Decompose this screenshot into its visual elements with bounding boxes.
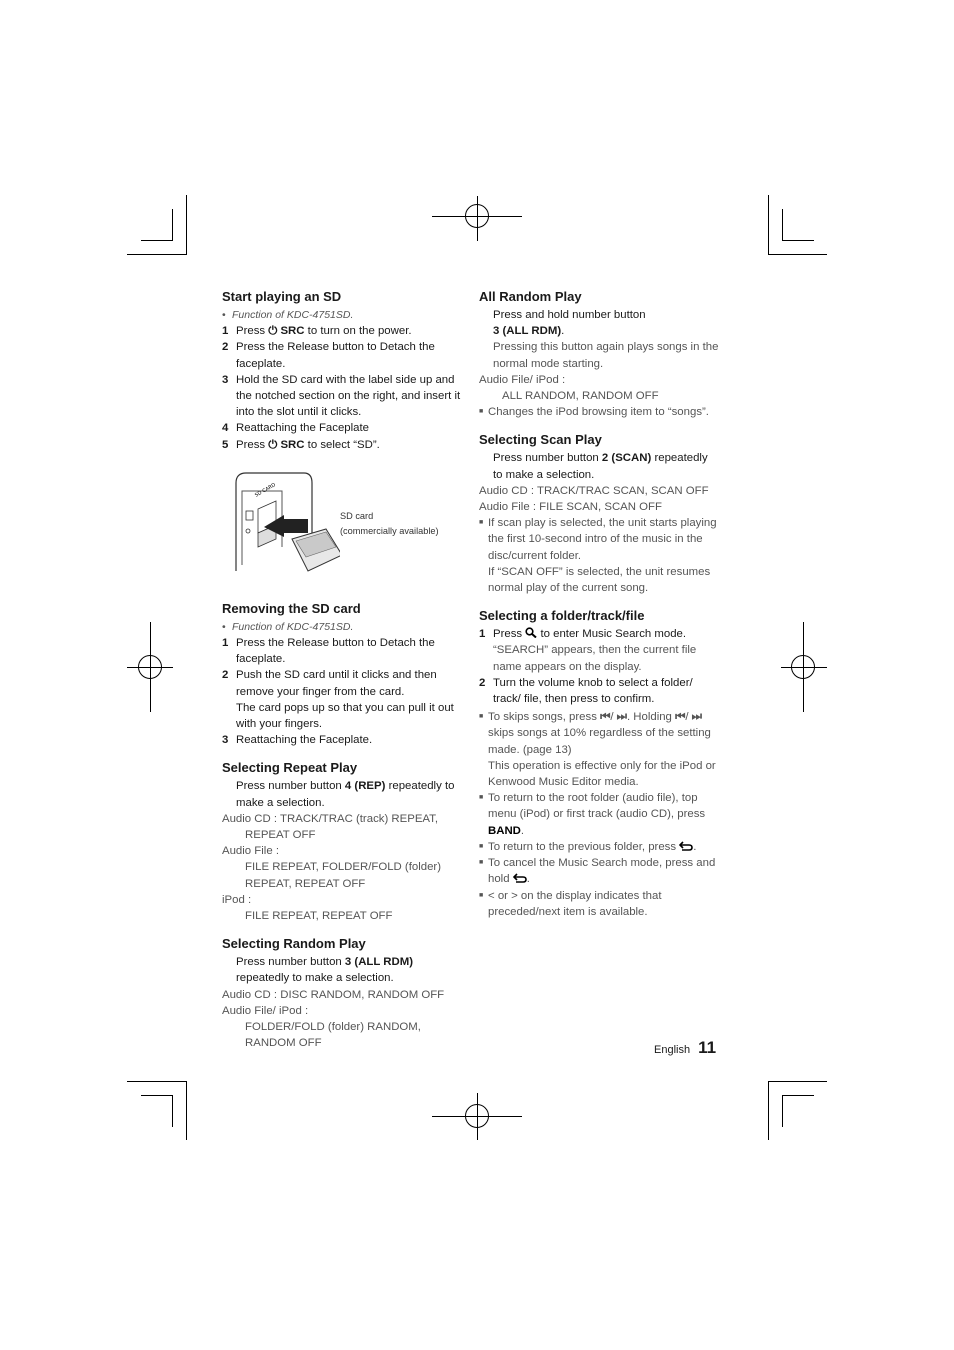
bullet-note: ■ To return to the previous folder, press .: [479, 839, 719, 855]
crop-mark: [782, 240, 814, 241]
crop-mark: [172, 209, 173, 241]
return-icon: [679, 841, 693, 851]
crop-mark: [768, 1081, 769, 1140]
previous-track-icon: ⏮: [675, 711, 686, 724]
option-line: Audio File/ iPod :: [222, 1004, 309, 1017]
sd-card-insert-figure: [222, 461, 466, 586]
crop-mark: [186, 195, 187, 255]
step-2: 2 Press the Release button to Detach the faceplate.: [222, 341, 435, 370]
step-2: 2 Push the SD card until it clicks and then remove your finger from the card. The card pops up so that you can pull it out with your fingers.: [222, 669, 454, 731]
option-line: iPod :: [222, 893, 252, 906]
option-line: FILE REPEAT, REPEAT OFF: [245, 910, 393, 923]
crop-mark: [127, 1081, 186, 1082]
bullet-note: ■ To cancel the Music Search mode, press and hold .: [479, 855, 719, 887]
section-title: Selecting Scan Play: [479, 432, 602, 448]
crop-mark: [141, 1095, 173, 1096]
step-4: 4 Reattaching the Faceplate: [222, 422, 369, 435]
crop-mark: [186, 1081, 187, 1140]
page-number: 11: [698, 1038, 717, 1057]
slot-label: SD CARD: [254, 481, 277, 499]
section-random-play: [222, 935, 466, 1051]
right-column: [479, 288, 719, 931]
function-note: • Function of KDC-4751SD.: [222, 307, 466, 323]
registration-mark: [465, 204, 489, 228]
intro-text: Press number button 2 (SCAN) repeatedly to make a selection.: [493, 452, 708, 481]
section-start-sd: [222, 288, 466, 586]
crop-mark: [172, 1095, 173, 1127]
return-icon: [513, 873, 527, 883]
search-icon: [525, 627, 537, 638]
intro-text: Press number button 3 (ALL RDM) repeatedly to make a selection.: [236, 956, 414, 985]
step-1: 1 Press ⏻ SRC to turn on the power.: [222, 325, 412, 338]
crop-mark: [768, 254, 827, 255]
step-5: 5 Press ⏻ SRC to select “SD”.: [222, 438, 380, 451]
intro-text: Press number button 4 (REP) repeatedly to make a selection.: [236, 780, 455, 809]
language-label: English: [654, 1044, 691, 1056]
option-line: Audio File :: [222, 845, 279, 858]
crop-mark: [768, 195, 769, 255]
section-folder-select: [479, 607, 719, 920]
step-3: 3 Reattaching the Faceplate.: [222, 734, 373, 747]
crop-mark: [141, 240, 173, 241]
page-footer: [654, 1038, 716, 1058]
section-all-random: [479, 288, 719, 420]
section-repeat-play: [222, 759, 466, 924]
option-line: Audio File/ iPod :: [479, 373, 566, 386]
sd-insert-illustration: [222, 461, 340, 586]
next-track-icon: ⏭: [616, 711, 627, 724]
section-title: Selecting Repeat Play: [222, 760, 358, 776]
step-2: 2 Turn the volume knob to select a folder/ track/ file, then press to confirm.: [479, 676, 693, 706]
crop-mark: [782, 209, 783, 241]
step-3: 3 Hold the SD card with the label side up and the notched section on the right, and insert it into the slot until it clicks.: [222, 373, 461, 419]
option-line: FILE REPEAT, FOLDER/FOLD (folder) REPEAT, REPEAT OFF: [245, 861, 442, 890]
bullet-note: ■ Changes the iPod browsing item to “songs”.: [479, 404, 719, 420]
intro-bold: 3 (ALL RDM).: [493, 325, 565, 338]
registration-mark: [138, 655, 162, 679]
bullet-note: ■ < or > on the display indicates that preceded/next item is available.: [479, 888, 719, 920]
crop-mark: [782, 1095, 814, 1096]
option-line: Audio CD : TRACK/TRAC SCAN, SCAN OFF: [479, 484, 709, 497]
function-note: • Function of KDC-4751SD.: [222, 619, 466, 635]
section-title: Selecting Random Play: [222, 936, 366, 952]
figure-caption: SD card (commercially available): [340, 510, 439, 536]
option-line: REPEAT OFF: [245, 829, 316, 842]
previous-track-icon: ⏮: [600, 711, 611, 724]
crop-mark: [782, 1095, 783, 1127]
bullet-note: ■ If scan play is selected, the unit starts playing the first 10-second intro of the music in the disc/current folder. If “SCAN OFF” is selected, the unit resumes normal play of the current song.: [479, 515, 719, 596]
option-line: Audio File : FILE SCAN, SCAN OFF: [479, 501, 662, 514]
option-line: Audio CD : TRACK/TRAC (track) REPEAT,: [222, 812, 439, 825]
section-remove-sd: [222, 600, 466, 749]
step-1: 1 Press to enter Music Search mode. “SEARCH” appears, then the current file name appears on the display.: [479, 628, 697, 673]
registration-mark: [791, 655, 815, 679]
description: Pressing this button again plays songs in the normal mode starting.: [493, 341, 719, 370]
option-line: ALL RANDOM, RANDOM OFF: [502, 390, 659, 403]
section-title: Selecting a folder/track/file: [479, 608, 645, 624]
section-scan-play: [479, 431, 719, 596]
step-1: 1 Press the Release button to Detach the faceplate.: [222, 637, 435, 666]
option-line: Audio CD : DISC RANDOM, RANDOM OFF: [222, 988, 445, 1001]
intro-text: Press and hold number button: [493, 309, 646, 321]
bullet-note: ■ To return to the root folder (audio file), top menu (iPod) or first track (audio CD), press BAND.: [479, 790, 719, 839]
crop-mark: [127, 254, 186, 255]
registration-mark: [465, 1104, 489, 1128]
crop-mark: [768, 1081, 827, 1082]
section-title: Removing the SD card: [222, 600, 361, 616]
option-line: FOLDER/FOLD (folder) RANDOM, RANDOM OFF: [245, 1021, 421, 1050]
next-track-icon: ⏭: [691, 711, 702, 724]
left-column: [222, 288, 466, 1063]
section-title: Start playing an SD: [222, 289, 342, 304]
bullet-note: ■ To skips songs, press ⏮/ ⏭. Holding ⏮/ ⏭ skips songs at 10% regardless of the setting made. (page 13) This operation is effective only for the iPod or Kenwood Music Editor media.: [479, 709, 719, 790]
section-title: All Random Play: [479, 289, 582, 304]
